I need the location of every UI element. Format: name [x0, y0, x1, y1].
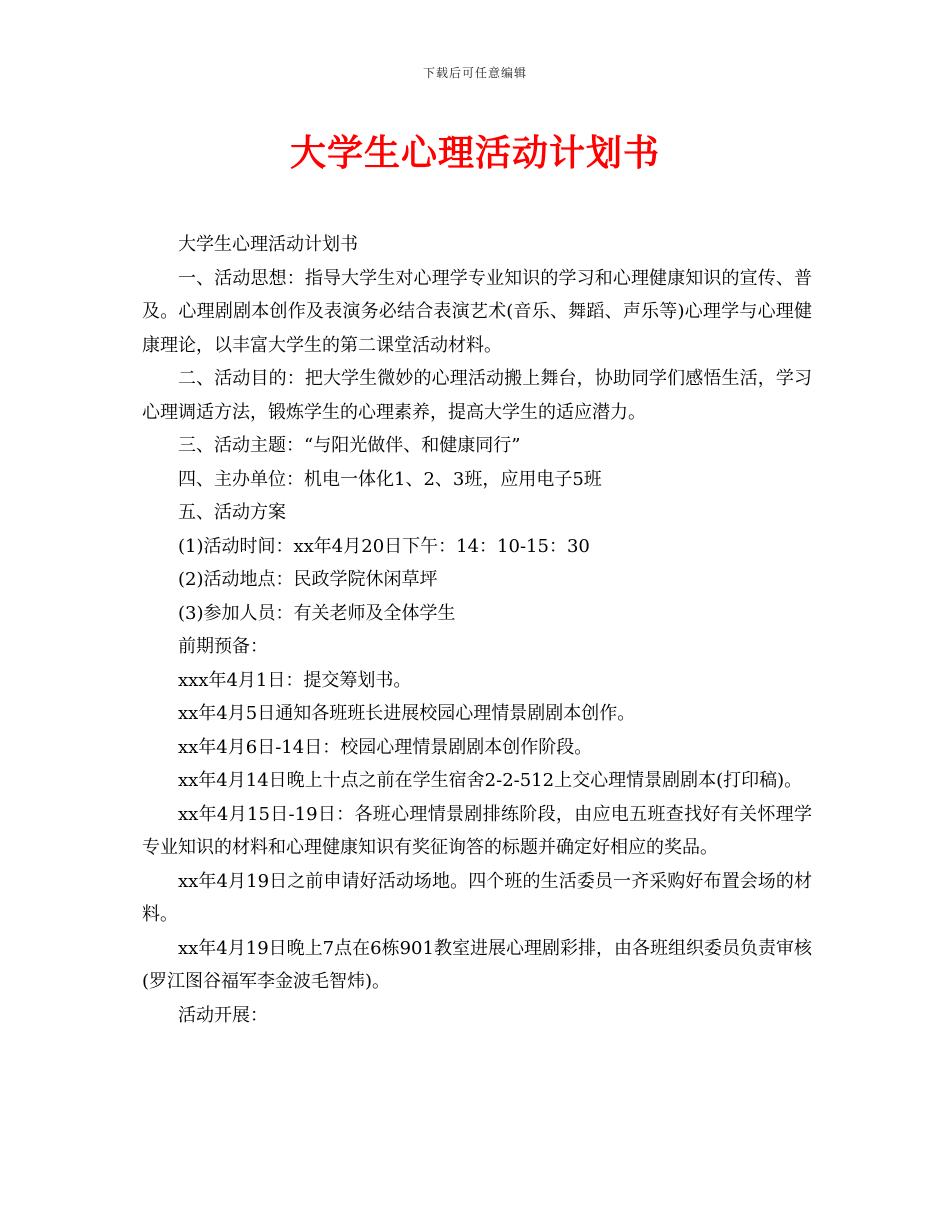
- paragraph-activity-start-heading: 活动开展：: [178, 1004, 268, 1026]
- paragraph-schedule-item: xx年4月6日-14日：校园心理情景剧剧本创作阶段。: [178, 736, 593, 758]
- paragraph-activity-location: (2)活动地点：民政学院休闲草坪: [178, 569, 438, 590]
- paragraph-schedule-item: xx年4月19日之前申请好活动场地。四个班的生活委员一齐采购好布置会场的材料。: [142, 870, 812, 925]
- header-note: 下载后可任意编辑: [422, 66, 527, 80]
- paragraph-organizer: 四、主办单位：机电一体化1、2、3班，应用电子5班: [178, 468, 602, 490]
- paragraph-schedule-item: xx年4月5日通知各班班长进展校园心理情景剧剧本创作。: [178, 703, 636, 724]
- paragraph-schedule-item: xx年4月15日-19日：各班心理情景剧排练阶段，由应电五班查找好有关怀理学专业知识的材料和心理健康知识有奖征询答的标题并确定好相应的奖品。: [142, 803, 812, 858]
- document-title: 大学生心理活动计划书: [289, 133, 660, 174]
- paragraph-schedule-item: xxx年4月1日：提交筹划书。: [178, 669, 412, 691]
- paragraph-preparation-heading: 前期预备：: [178, 636, 268, 657]
- paragraph-participants: (3)参加人员：有关老师及全体学生: [178, 602, 456, 624]
- paragraph-schedule-item: xx年4月19日晚上7点在6栋901教室进展心理剧彩排，由各班组织委员负责审核(罗江图谷福军李金波毛智炜)。: [142, 937, 812, 992]
- paragraph-schedule-item: xx年4月14日晚上十点之前在学生宿舍2-2-512上交心理情景剧剧本(打印稿)。: [178, 770, 803, 791]
- paragraph-activity-theme: 三、活动主题：“与阳光做伴、和健康同行”: [178, 435, 521, 456]
- paragraph-activity-idea: 一、活动思想：指导大学生对心理学专业知识的学习和心理健康知识的宣传、普及。心理剧剧本创作及表演务必结合表演艺术(音乐、舞蹈、声乐等)心理学与心理健康理论，以丰富大学生的第二课堂活动材料。: [142, 267, 812, 356]
- subtitle-paragraph: 大学生心理活动计划书: [178, 234, 358, 255]
- paragraph-activity-time: (1)活动时间：xx年4月20日下午：14：10-15：30: [178, 535, 590, 557]
- document-body: [142, 228, 812, 1032]
- paragraph-plan-heading: 五、活动方案: [178, 502, 286, 523]
- paragraph-activity-purpose: 二、活动目的：把大学生微妙的心理活动搬上舞台，协助同学们感悟生活，学习心理调适方法，锻炼学生的心理素养，提高大学生的适应潜力。: [142, 368, 812, 423]
